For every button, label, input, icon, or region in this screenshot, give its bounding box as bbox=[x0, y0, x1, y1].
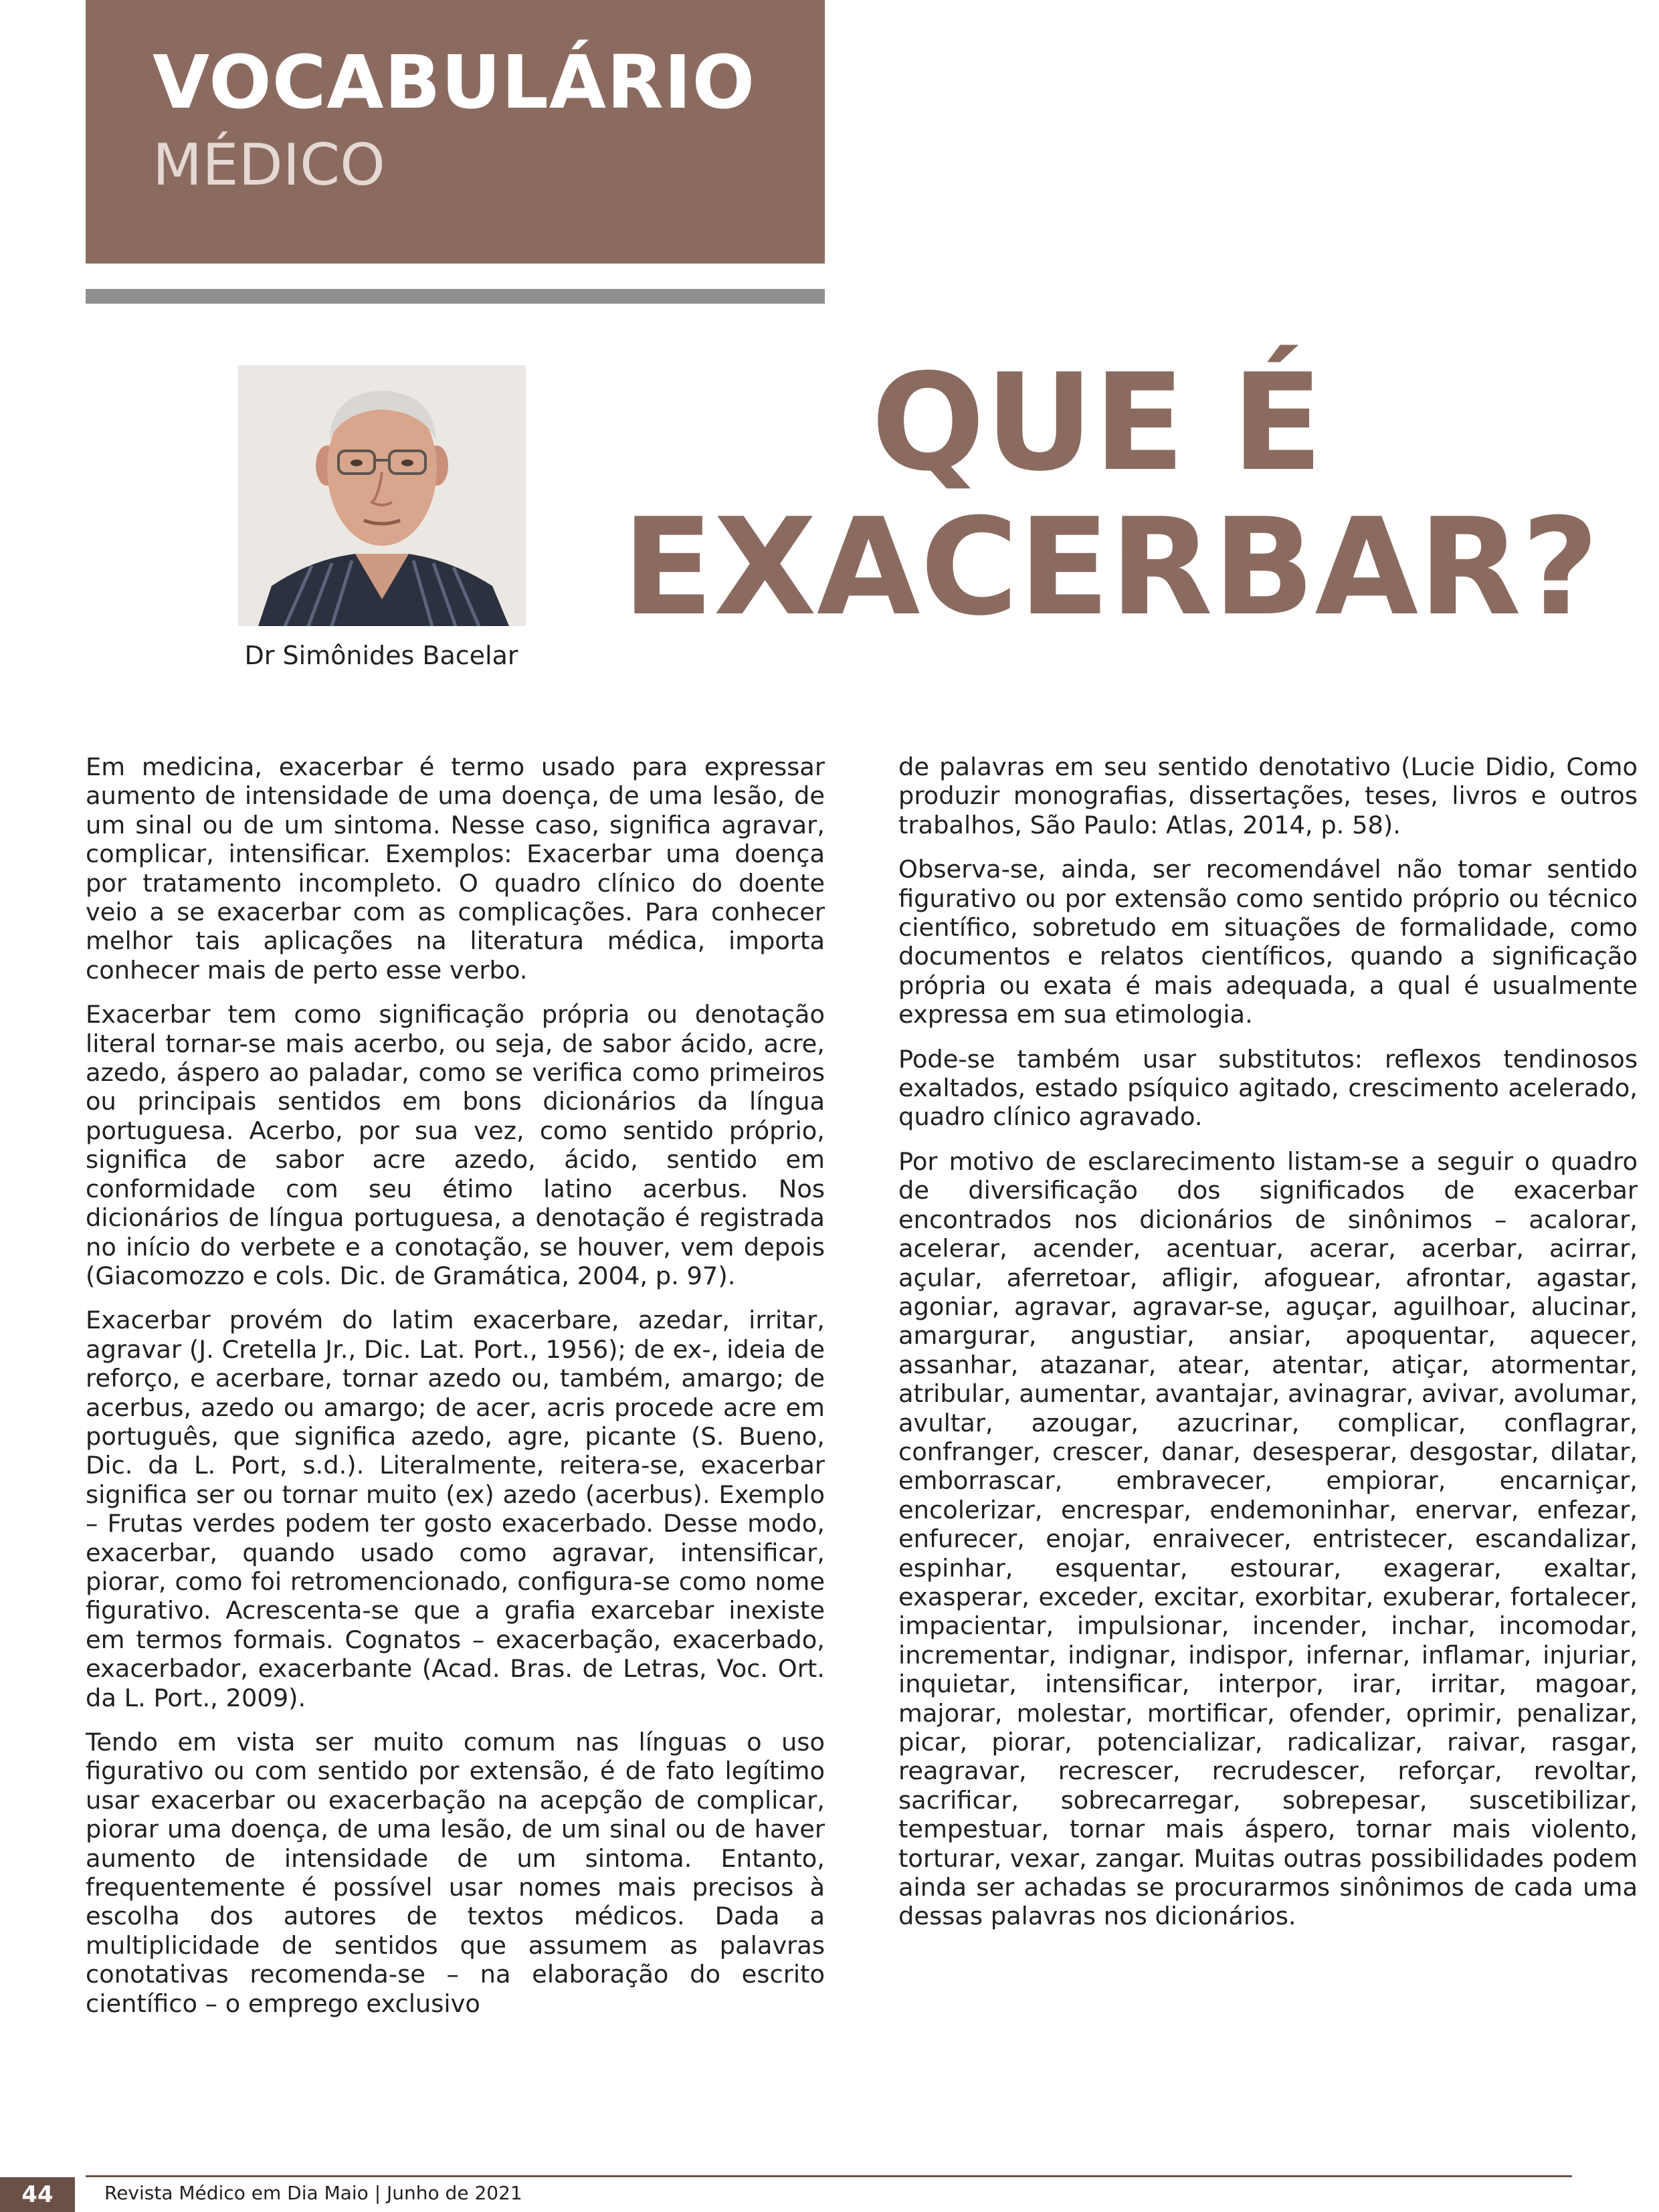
paragraph: Em medicina, exacerbar é termo usado para expressar aumento de intensidade de uma doença, de uma lesão, de um sinal ou de um sintoma. Nesse caso, significa agravar, complicar, intensificar. Exemplos: Exacerbar uma doença por tratamento incompleto. O quadro clínico do doente veio a se exacerbar com as complicações. Para conhecer melhor tais aplicações na literatura médica, importa conhecer mais de perto esse verbo. bbox=[86, 752, 825, 985]
publication-info: Revista Médico em Dia Maio | Junho de 2021 bbox=[104, 2182, 522, 2204]
paragraph: de palavras em seu sentido denotativo (Lucie Didio, Como produzir monografias, dissertações, teses, livros e outros trabalhos, São Paulo: Atlas, 2014, p. 58). bbox=[898, 752, 1638, 839]
section-header bbox=[86, 0, 825, 264]
section-subtitle: MÉDICO bbox=[153, 132, 385, 199]
article-column-left bbox=[86, 752, 825, 2033]
header-divider bbox=[86, 289, 825, 304]
paragraph: Observa-se, ainda, ser recomendável não tomar sentido figurativo ou por extensão como sentido próprio ou técnico científico, sobretudo em situações de formalidade, como documentos e relatos científicos, quando a significação própria ou exata é mais adequada, a qual é usualmente expressa em sua etimologia. bbox=[898, 855, 1638, 1029]
paragraph: Exacerbar tem como significação própria ou denotação literal tornar-se mais acerbo, ou seja, de sabor ácido, acre, azedo, áspero ao paladar, como se verifica como primeiros ou principais sentidos em bons dicionários da língua portuguesa. Acerbo, por sua vez, como sentido próprio, significa de sabor acre azedo, ácido, sentido em conformidade com seu étimo latino acerbus. Nos dicionários de língua portuguesa, a denotação é registrada no início do verbete e a conotação, se houver, vem depois (Giacomozzo e cols. Dic. de Gramática, 2004, p. 97). bbox=[86, 1000, 825, 1290]
article-headline bbox=[622, 345, 1599, 645]
paragraph: Pode-se também usar substitutos: reflexos tendinosos exaltados, estado psíquico agitado, crescimento acelerado, quadro clínico agravado. bbox=[898, 1044, 1638, 1132]
headline-line-2: EXACERBAR? bbox=[622, 490, 1599, 645]
author-portrait-icon bbox=[238, 365, 526, 626]
article-column-right bbox=[898, 752, 1638, 1946]
footer-divider bbox=[86, 2175, 1572, 2177]
section-title: VOCABULÁRIO bbox=[153, 39, 756, 125]
author-photo bbox=[238, 365, 526, 626]
paragraph: Exacerbar provém do latim exacerbare, azedar, irritar, agravar (J. Cretella Jr., Dic. Lat. Port., 1956); de ex-, ideia de reforço, e acerbare, tornar azedo ou, também, amargo; de acerbus, azedo ou amargo; de acer, acris procede acre em português, que significa azedo, agre, picante (S. Bueno, Dic. da L. Port, s.d.). Literalmente, reitera-se, exacerbar significa ser ou tornar muito (ex) azedo (acerbus). Exemplo – Frutas verdes podem ter gosto exacerbado. Desse modo, exacerbar, quando usado como agravar, intensificar, piorar, como foi retromencionado, configura-se como nome figurativo. Acrescenta-se que a grafia exarcebar inexiste em termos formais. Cognatos – exacerbação, exacerbado, exacerbador, exacerbante (Acad. Bras. de Letras, Voc. Ort. da L. Port., 2009). bbox=[86, 1306, 825, 1712]
author-name: Dr Simônides Bacelar bbox=[244, 641, 518, 670]
paragraph: Por motivo de esclarecimento listam-se a seguir o quadro de diversificação dos significados de exacerbar encontrados nos dicionários de sinônimos – acalorar, acelerar, acender, acentuar, acerar, acerbar, acirrar, açular, aferretoar, afligir, afoguear, afrontar, agastar, agoniar, agravar, agravar-se, aguçar, aguilhoar, alucinar, amargurar, angustiar, ansiar, apoquentar, aquecer, assanhar, atazanar, atear, atentar, atiçar, atormentar, atribular, aumentar, avantajar, avinagrar, avivar, avolumar, avultar, azougar, azucrinar, complicar, conflagrar, confranger, crescer, danar, desesperar, desgostar, dilatar, emborrascar, embravecer, empiorar, encarniçar, encolerizar, encrespar, endemoninhar, enervar, enfezar, enfurecer, enojar, enraivecer, entristecer, escandalizar, espinhar, esquentar, estourar, exagerar, exaltar, exasperar, exceder, excitar, exorbitar, exuberar, fortalecer, impacientar, impulsionar, incender, inchar, incomodar, incrementar, indignar, indispor, infernar, inflamar, injuriar, inquietar, intensificar, interpor, irar, irritar, magoar, majorar, molestar, mortificar, ofender, oprimir, penalizar, picar, piorar, potencializar, radicalizar, raivar, rasgar, reagravar, recrescer, recrudescer, reforçar, revoltar, sacrificar, sobrecarregar, sobrepesar, suscetibilizar, tempestuar, tornar mais áspero, tornar mais violento, torturar, vexar, zangar. Muitas outras possibilidades podem ainda ser achadas se procurarmos sinônimos de cada uma dessas palavras nos dicionários. bbox=[898, 1146, 1638, 1931]
page-number: 44 bbox=[0, 2177, 75, 2212]
headline-line-1: QUE É bbox=[871, 345, 1323, 501]
paragraph: Tendo em vista ser muito comum nas línguas o uso figurativo ou com sentido por extensão, é de fato legítimo usar exacerbar ou exacerbação na acepção de complicar, piorar uma doença, de uma lesão, de um sinal ou de haver aumento de intensidade de um sintoma. Entanto, frequentemente é possível usar nomes mais precisos à escolha dos autores de textos médicos. Dada a multiplicidade de sentidos que assumem as palavras conotativas recomenda-se – na elaboração do escrito científico – o emprego exclusivo bbox=[86, 1728, 825, 2018]
